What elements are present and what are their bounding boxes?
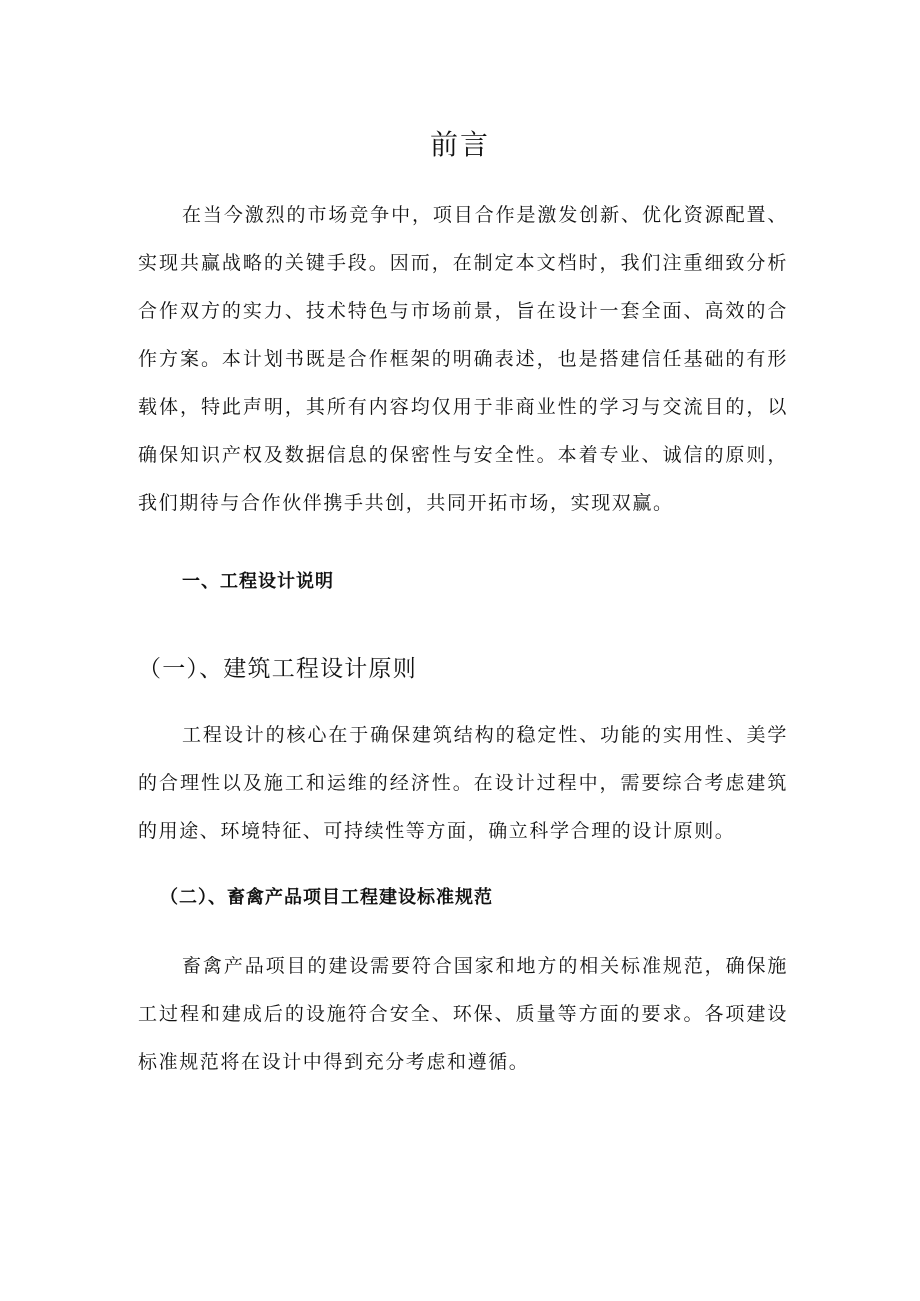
design-principles-paragraph: 工程设计的核心在于确保建筑结构的稳定性、功能的实用性、美学的合理性以及施工和运维的经济性。在设计过程中，需要综合考虑建筑的用途、环境特征、可持续性等方面，确立科学合理的设计原则。 bbox=[138, 724, 788, 842]
intro-paragraph: 在当今激烈的市场竞争中，项目合作是激发创新、优化资源配置、实现共赢战略的关键手段。因而，在制定本文档时，我们注重细致分析合作双方的实力、技术特色与市场前景，旨在设计一套全面、高效的合作方案。本计划书既是合作框架的明确表述，也是搭建信任基础的有形载体，特此声明，其所有内容均仅用于非商业性的学习与交流目的，以确保知识产权及数据信息的保密性与安全性。本着专业、诚信的原则，我们期待与合作伙伴携手共创，共同开拓市场，实现双赢。 bbox=[138, 204, 788, 514]
section-heading-engineering-design: 一、工程设计说明 bbox=[182, 571, 334, 592]
subsection-heading-construction-standards: （二）、畜禽产品项目工程建设标准规范 bbox=[160, 887, 493, 908]
construction-standards-paragraph: 畜禽产品项目的建设需要符合国家和地方的相关标准规范，确保施工过程和建成后的设施符合安全、环保、质量等方面的要求。各项建设标准规范将在设计中得到充分考虑和遵循。 bbox=[138, 955, 788, 1073]
page-title: 前言 bbox=[429, 128, 490, 161]
subsection-heading-design-principles: （一）、建筑工程设计原则 bbox=[138, 656, 417, 682]
